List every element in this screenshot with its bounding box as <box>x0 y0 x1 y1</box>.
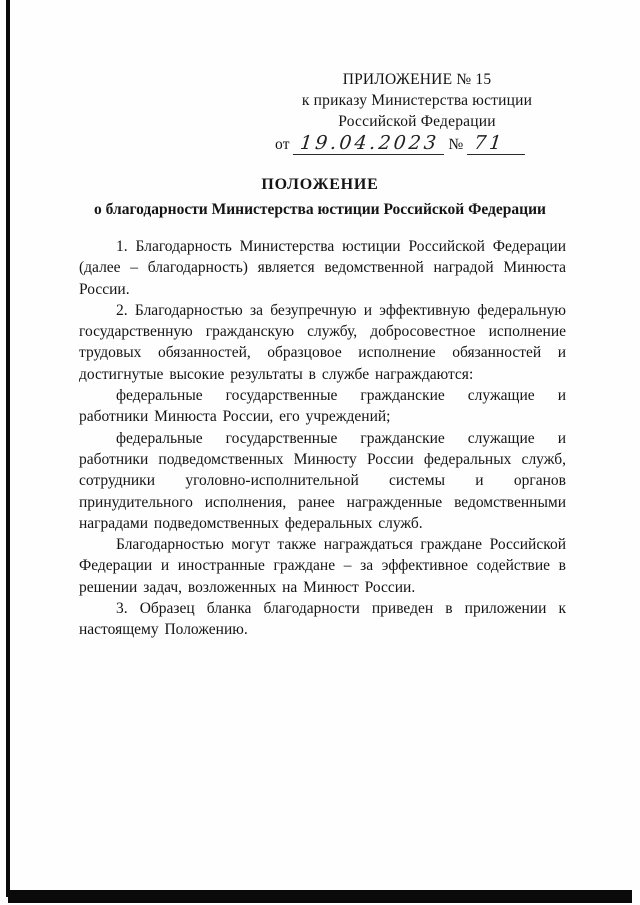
paragraph-3: 3. Образец бланка благодарности приведен в приложении к настоящему Положению. <box>79 600 566 639</box>
appendix-header <box>267 70 567 155</box>
paragraph-1: 1. Благодарность Министерства юстиции Российской Федерации (далее – благодарность) является ведомственной наградой Минюста России. <box>79 238 566 298</box>
handwritten-number: 71 <box>466 134 526 155</box>
order-date-line <box>267 134 567 155</box>
document-title: ПОЛОЖЕНИЕ <box>261 176 379 193</box>
document-title-block <box>40 176 600 219</box>
document-subtitle: о благодарности Министерства юстиции Российской Федерации <box>94 201 546 218</box>
document-body <box>79 236 566 641</box>
order-reference-line-2: Российской Федерации <box>338 113 496 130</box>
paragraph-2: 2. Благодарностью за безупречную и эффективную федеральную государственную гражданскую службу, добросовестное исполнение трудовых обязанностей, образцовое исполнение обязанностей и достигнутые высокие результаты в службе награждаются: <box>79 301 566 383</box>
appendix-number-line: ПРИЛОЖЕНИЕ № 15 <box>342 71 492 88</box>
date-prefix: от <box>275 136 290 153</box>
paragraph-2-sub-2: федеральные государственные гражданские служащие и работники подведомственных Минюсту России федеральных служб, сотрудники уголовно-исполнительной системы и органов принудительного исполнения, ранее награжденные ведомственными наградами подведомственных федеральных служб. <box>79 429 566 532</box>
handwritten-date: 19.04.2023 <box>293 134 446 155</box>
number-prefix: № <box>448 136 464 153</box>
order-reference-line-1: к приказу Министерства юстиции <box>301 92 533 109</box>
scan-left-edge-line <box>6 0 10 897</box>
paragraph-2-sub-3: Благодарностью могут также награждаться граждане Российской Федерации и иностранные граждане – за эффективное содействие в решении задач, возложенных на Минюст России. <box>79 536 566 596</box>
scan-bottom-edge-bar <box>8 890 632 903</box>
paragraph-2-sub-1: федеральные государственные гражданские служащие и работники Минюста России, его учреждений; <box>79 387 566 426</box>
